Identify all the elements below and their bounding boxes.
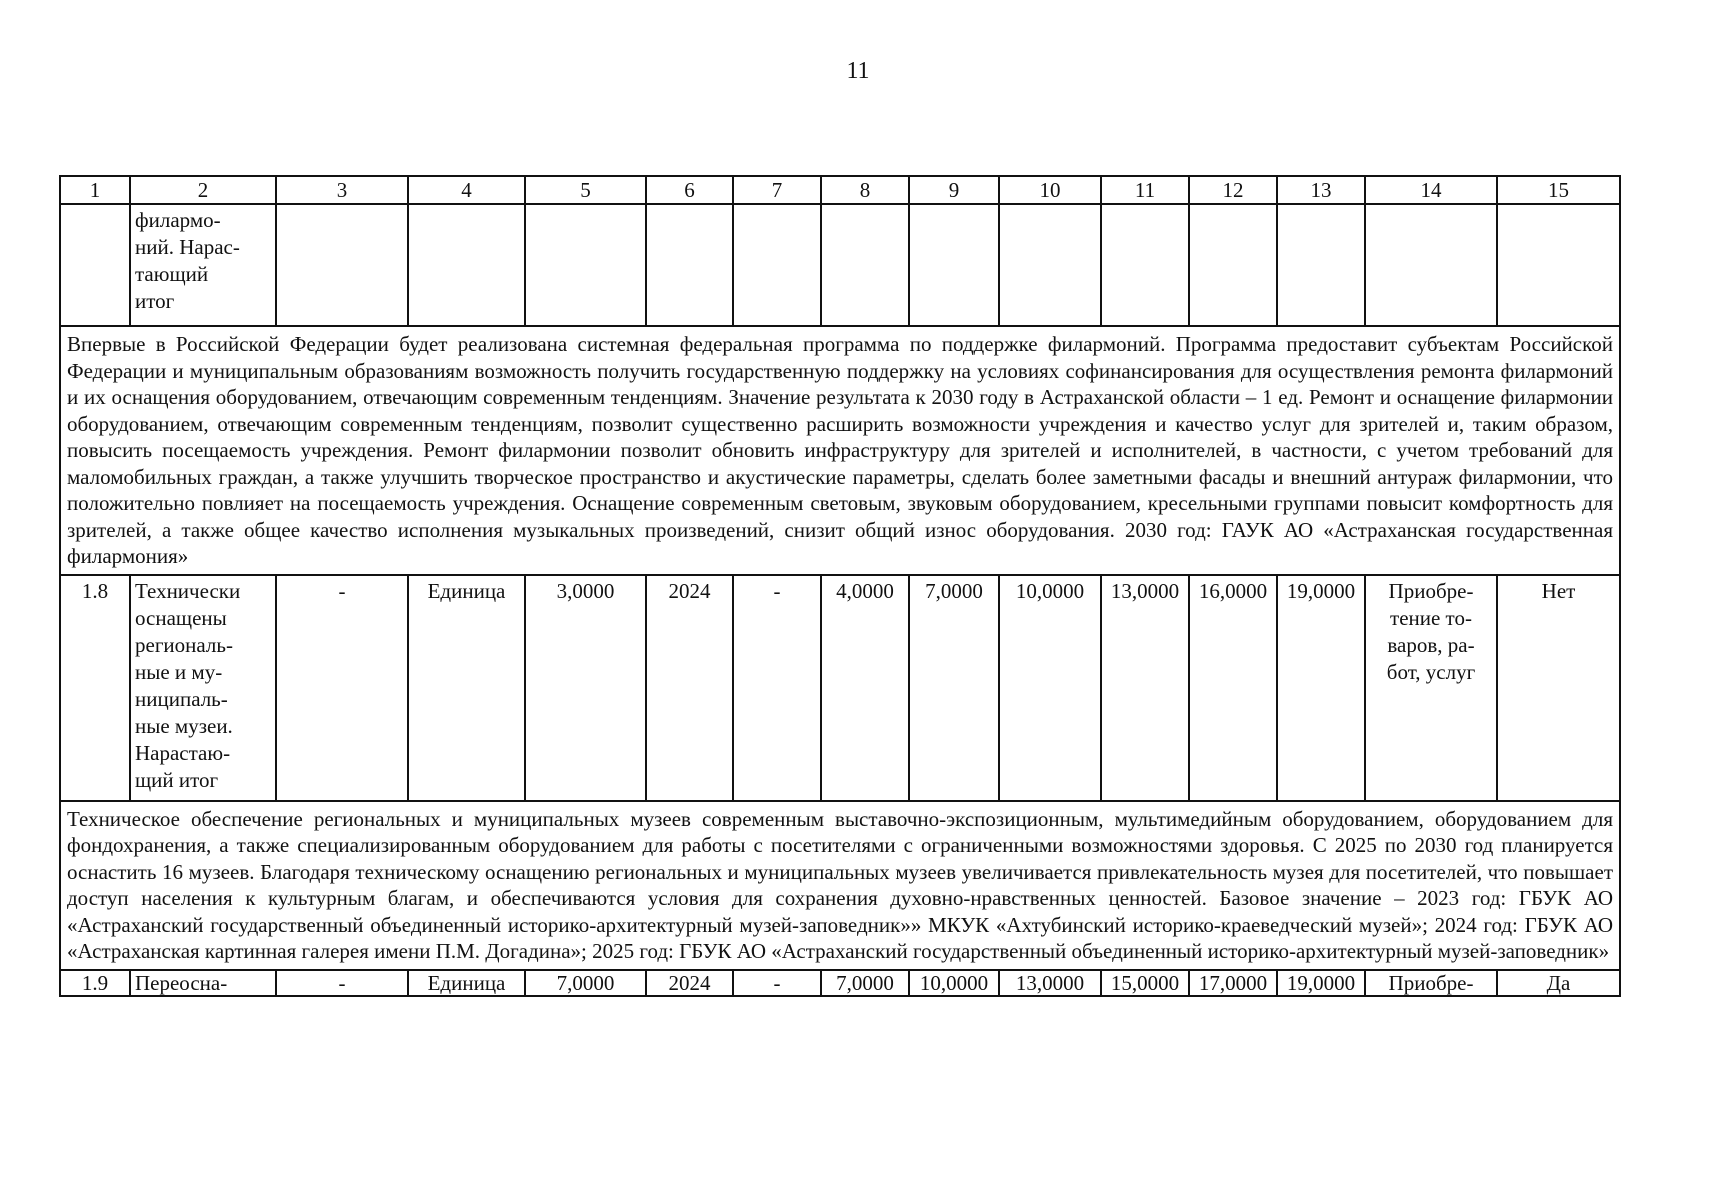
table-cell xyxy=(1101,204,1189,326)
header-cell: 14 xyxy=(1365,176,1497,204)
value-cell: 13,0000 xyxy=(1101,575,1189,801)
table-cell xyxy=(276,204,408,326)
table-cell xyxy=(1189,204,1277,326)
table-cell xyxy=(646,204,733,326)
table-cell xyxy=(1277,204,1365,326)
base-value-cell: 3,0000 xyxy=(525,575,646,801)
base-value-cell: 7,0000 xyxy=(525,970,646,996)
header-cell: 11 xyxy=(1101,176,1189,204)
result-name-cell: филармо- ний. Нарас- тающий итог xyxy=(130,204,276,326)
table-cell: - xyxy=(276,970,408,996)
result-name-cell: Технически оснащены региональ- ные и му- ниципаль- ные музеи. Нарастаю- щий итог xyxy=(130,575,276,801)
header-cell: 12 xyxy=(1189,176,1277,204)
table-cell xyxy=(1365,204,1497,326)
table-cell xyxy=(408,204,525,326)
header-cell: 4 xyxy=(408,176,525,204)
header-cell: 10 xyxy=(999,176,1101,204)
header-cell: 7 xyxy=(733,176,821,204)
header-cell: 9 xyxy=(909,176,999,204)
value-cell: 19,0000 xyxy=(1277,575,1365,801)
value-cell: 16,0000 xyxy=(1189,575,1277,801)
base-year-cell: 2024 xyxy=(646,575,733,801)
unit-cell: Единица xyxy=(408,970,525,996)
table-cell xyxy=(909,204,999,326)
value-cell: 17,0000 xyxy=(1189,970,1277,996)
row-number-cell: 1.9 xyxy=(60,970,130,996)
table-cell xyxy=(821,204,909,326)
flag-cell: Нет xyxy=(1497,575,1620,801)
table-cell: - xyxy=(733,970,821,996)
value-cell: 4,0000 xyxy=(821,575,909,801)
description-row xyxy=(60,801,1620,970)
table-row xyxy=(60,575,1620,801)
header-cell: 15 xyxy=(1497,176,1620,204)
header-cell: 13 xyxy=(1277,176,1365,204)
header-cell: 1 xyxy=(60,176,130,204)
description-text: Техническое обеспечение региональных и муниципальных музеев современным выставочно-экспозиционным, мультимедийным оборудованием, оборудованием для фондохранения, а также специализированным оборудованием для работы с посетителями с ограниченными возможностями здоровья. С 2025 по 2030 год планируется оснастить 16 музеев. Благодаря техническому оснащению региональных и муниципальных музеев увеличивается привлекательность музея для посетителей, что повышает доступ населения к культурным благам, и обеспечиваются условия для сохранения духовно-нравственных ценностей. Базовое значение – 2023 год: ГБУК АО «Астраханский государственный объединенный историко-архитектурный музей-заповедник»» МКУК «Ахтубинский историко-краеведческий музей»; 2024 год: ГБУК АО «Астраханская картинная галерея имени П.М. Догадина»; 2025 год: ГБУК АО «Астраханский государственный объединенный историко-архитектурный музей-заповедник» xyxy=(60,801,1620,970)
description-row xyxy=(60,326,1620,575)
table-cell xyxy=(1497,204,1620,326)
header-cell: 5 xyxy=(525,176,646,204)
table-cell xyxy=(525,204,646,326)
flag-cell: Да xyxy=(1497,970,1620,996)
description-text: Впервые в Российской Федерации будет реализована системная федеральная программа по поддержке филармоний. Программа предоставит субъектам Российской Федерации и муниципальным образованиям возможность получить государственную поддержку на условиях софинансирования для осуществления ремонта филармоний и их оснащения оборудованием, отвечающим современным тенденциям. Значение результата к 2030 году в Астраханской области – 1 ед. Ремонт и оснащение филармонии оборудованием, отвечающим современным тенденциям, позволит существенно расширить возможности учреждения и качество услуг для зрителей и, таким образом, повысить посещаемость учреждения. Ремонт филармонии позволит обновить инфраструктуру для зрителей и исполнителей, в частности, с учетом требований для маломобильных граждан, а также улучшить творческое пространство и акустические параметры, сделать более заметными фасады и внешний антураж филармонии, что положительно повлияет на посещаемость учреждения. Оснащение современным световым, звуковым оборудованием, кресельными группами повысит комфортность для зрителей, а также общее качество исполнения музыкальных произведений, снизит общий износ оборудования. 2030 год: ГАУК АО «Астраханская государственная филармония» xyxy=(60,326,1620,575)
page-number: 11 xyxy=(846,58,870,84)
header-cell: 2 xyxy=(130,176,276,204)
base-year-cell: 2024 xyxy=(646,970,733,996)
value-cell: 13,0000 xyxy=(999,970,1101,996)
header-cell: 8 xyxy=(821,176,909,204)
table-header-row xyxy=(60,176,1620,204)
header-cell: 3 xyxy=(276,176,408,204)
header-cell: 6 xyxy=(646,176,733,204)
value-cell: 15,0000 xyxy=(1101,970,1189,996)
value-cell: 10,0000 xyxy=(909,970,999,996)
value-cell: 19,0000 xyxy=(1277,970,1365,996)
table-row xyxy=(60,204,1620,326)
table-cell xyxy=(999,204,1101,326)
table-row xyxy=(60,970,1620,996)
table-cell: - xyxy=(733,575,821,801)
unit-cell: Единица xyxy=(408,575,525,801)
result-name-cell: Переосна- xyxy=(130,970,276,996)
value-cell: 7,0000 xyxy=(821,970,909,996)
result-type-cell: Приобре- xyxy=(1365,970,1497,996)
results-table xyxy=(59,175,1621,997)
value-cell: 10,0000 xyxy=(999,575,1101,801)
table-cell: - xyxy=(276,575,408,801)
row-number-cell: 1.8 xyxy=(60,575,130,801)
row-number-cell xyxy=(60,204,130,326)
value-cell: 7,0000 xyxy=(909,575,999,801)
result-type-cell: Приобре- тение то- варов, ра- бот, услуг xyxy=(1365,575,1497,801)
table-cell xyxy=(733,204,821,326)
